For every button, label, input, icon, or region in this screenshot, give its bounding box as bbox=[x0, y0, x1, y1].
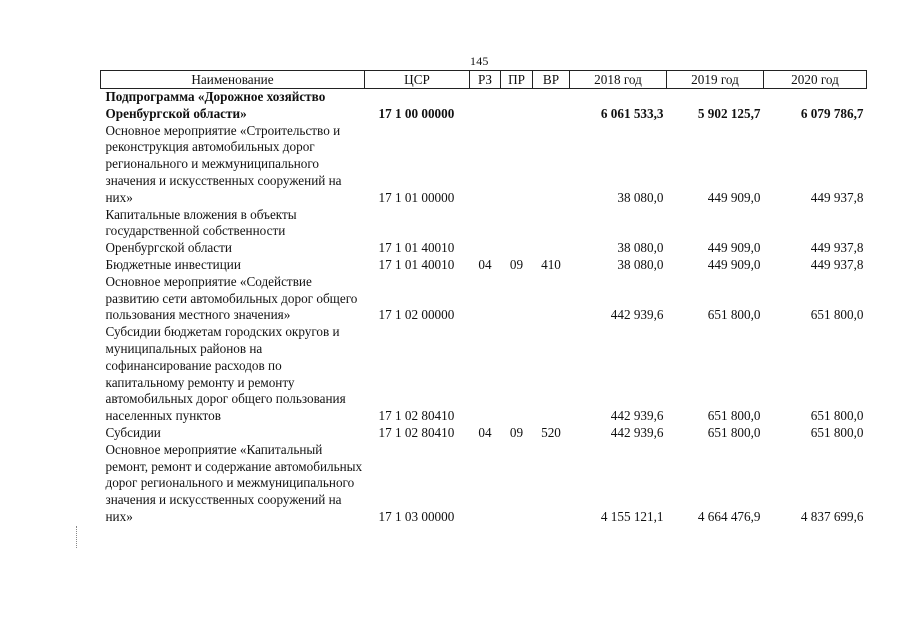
row-name: Капитальные вложения в объекты государственной собственности Оренбургской области bbox=[105, 206, 297, 256]
row-name: Основное мероприятие «Содействие развитию сети автомобильных дорог общего пользования местного значения» bbox=[105, 273, 358, 323]
row-2020: 449 937,8 bbox=[810, 240, 864, 256]
row-rz bbox=[470, 123, 501, 207]
row-vr: 410 bbox=[541, 256, 561, 272]
row-2019: 651 800,0 bbox=[707, 408, 761, 424]
row-vr bbox=[533, 442, 570, 526]
row-name: Бюджетные инвестиции bbox=[105, 256, 241, 272]
row-csr: 17 1 03 00000 bbox=[378, 508, 455, 524]
row-2018: 442 939,6 bbox=[610, 424, 664, 440]
row-2018: 442 939,6 bbox=[610, 307, 664, 323]
header-vr: ВР bbox=[533, 71, 570, 89]
row-csr: 17 1 01 40010 bbox=[378, 256, 455, 272]
table-header-row bbox=[101, 71, 867, 89]
row-pr bbox=[501, 123, 533, 207]
row-2020: 4 837 699,6 bbox=[800, 508, 864, 524]
header-name: Наименование bbox=[101, 71, 365, 89]
row-2018: 6 061 533,3 bbox=[600, 105, 664, 121]
row-csr: 17 1 02 80410 bbox=[378, 424, 455, 440]
row-pr bbox=[501, 207, 533, 257]
header-2020: 2020 год bbox=[764, 71, 867, 89]
row-vr bbox=[533, 207, 570, 257]
row-csr: 17 1 02 80410 bbox=[378, 408, 455, 424]
row-csr: 17 1 00 00000 bbox=[378, 105, 455, 121]
row-2020: 449 937,8 bbox=[810, 189, 864, 205]
row-rz bbox=[470, 274, 501, 324]
table-row bbox=[101, 89, 867, 123]
table-row bbox=[101, 442, 867, 526]
budget-table bbox=[100, 70, 867, 526]
row-2018: 38 080,0 bbox=[617, 189, 664, 205]
row-name: Субсидии bbox=[105, 424, 161, 440]
row-2019: 5 902 125,7 bbox=[697, 105, 761, 121]
row-2018: 4 155 121,1 bbox=[600, 508, 664, 524]
row-pr bbox=[501, 274, 533, 324]
row-name: Субсидии бюджетам городских округов и муниципальных районов на софинансирование расходов по капитальному ремонту и ремонту автомобильных дорог общего пользования населенных пунктов bbox=[105, 324, 346, 424]
scan-margin-mark bbox=[76, 526, 78, 548]
row-2018: 442 939,6 bbox=[610, 408, 664, 424]
row-rz: 04 bbox=[478, 424, 492, 440]
row-csr: 17 1 01 00000 bbox=[378, 189, 455, 205]
row-name: Основное мероприятие «Капитальный ремонт, ремонт и содержание автомобильных дорог регионального и межмуниципального значения и искусственных сооружений на них» bbox=[105, 441, 363, 524]
row-name: Основное мероприятие «Строительство и реконструкция автомобильных дорог регионального и межмуниципального значения и искусственных сооружений на них» bbox=[105, 122, 342, 205]
row-2019: 4 664 476,9 bbox=[697, 508, 761, 524]
table-row bbox=[101, 123, 867, 207]
row-rz bbox=[470, 207, 501, 257]
row-2020: 651 800,0 bbox=[810, 408, 864, 424]
header-2019: 2019 год bbox=[667, 71, 764, 89]
row-2019: 651 800,0 bbox=[707, 307, 761, 323]
row-pr: 09 bbox=[509, 256, 524, 272]
row-2018: 38 080,0 bbox=[617, 240, 664, 256]
header-csr: ЦСР bbox=[365, 71, 470, 89]
page-number: 145 bbox=[470, 54, 489, 68]
row-csr: 17 1 02 00000 bbox=[378, 307, 455, 323]
header-2018: 2018 год bbox=[570, 71, 667, 89]
row-rz bbox=[470, 89, 501, 123]
row-2019: 651 800,0 bbox=[707, 424, 761, 440]
row-vr bbox=[533, 89, 570, 123]
row-2019: 449 909,0 bbox=[707, 240, 761, 256]
row-2019: 449 909,0 bbox=[707, 189, 761, 205]
table-row bbox=[101, 274, 867, 324]
row-2020: 651 800,0 bbox=[810, 424, 864, 440]
row-vr bbox=[533, 123, 570, 207]
row-pr: 09 bbox=[509, 424, 524, 440]
row-2020: 651 800,0 bbox=[810, 307, 864, 323]
row-rz bbox=[470, 324, 501, 425]
row-2020: 6 079 786,7 bbox=[800, 105, 864, 121]
row-vr bbox=[533, 324, 570, 425]
row-name: Подпрограмма «Дорожное хозяйство Оренбургской области» bbox=[105, 89, 326, 121]
header-pr: ПР bbox=[501, 71, 533, 89]
row-pr bbox=[501, 89, 533, 123]
row-rz: 04 bbox=[478, 256, 492, 272]
row-2019: 449 909,0 bbox=[707, 256, 761, 272]
row-vr: 520 bbox=[541, 424, 561, 440]
header-rz: РЗ bbox=[470, 71, 501, 89]
table-row bbox=[101, 257, 867, 274]
table-row bbox=[101, 324, 867, 425]
row-2018: 38 080,0 bbox=[617, 256, 664, 272]
table-row bbox=[101, 207, 867, 257]
row-pr bbox=[501, 324, 533, 425]
row-rz bbox=[470, 442, 501, 526]
row-vr bbox=[533, 274, 570, 324]
row-pr bbox=[501, 442, 533, 526]
row-csr: 17 1 01 40010 bbox=[378, 240, 455, 256]
row-2020: 449 937,8 bbox=[810, 256, 864, 272]
table-row bbox=[101, 425, 867, 442]
